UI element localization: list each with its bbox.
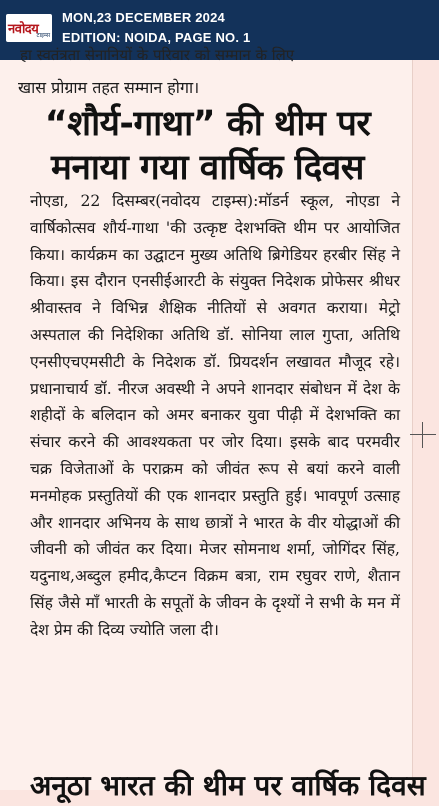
article-body — [30, 188, 400, 644]
edition-date: MON,23 DECEMBER 2024 — [62, 10, 225, 25]
newspaper-logo[interactable] — [6, 14, 52, 42]
previous-article-last-line: खास प्रोग्राम तहत सम्मान होगा। — [18, 78, 200, 97]
headline-line-2: मनाया गया वार्षिक दिवस — [51, 148, 364, 188]
headline-line-1: “शौर्य-गाथा” की थीम पर — [44, 104, 371, 144]
next-article-headline-cut: अनूठा भारत की थीम पर वार्षिक दिवस — [30, 769, 426, 802]
edition-page: EDITION: NOIDA, PAGE NO. 1 — [62, 30, 251, 45]
article-paragraph: नोएडा, 22 दिसम्बर(नवोदय टाइम्स):मॉडर्न स्कूल, नोएडा ने वार्षिकोत्सव शौर्य-गाथा 'की उत्कृष्ट देशभक्ति थीम पर आयोजित किया। कार्यक्रम का उद्घाटन मुख्य अतिथि ब्रिगेडियर हरबीर सिंह ने किया। इस दौरान एनसीईआरटी के संयुक्त निदेशक प्रोफेसर श्रीधर श्रीवास्तव ने विभिन्न शैक्षिक नीतियों से अवगत कराया। मेट्रो अस्पताल की निदेशिका अतिथि डॉ. सोनिया लाल गुप्ता, अतिथि एनसीएचएमसीटी के निदेशक डॉ. प्रियदर्शन लखावत मौजूद रहे। प्रधानाचार्य डॉ. नीरज अवस्थी ने अपने शानदार संबोधन में देश के शहीदों के बलिदान को अमर बनाकर युवा पीढ़ी में देशभक्ति का संचार करने की आवश्यकता पर जोर दिया। इसके बाद परमवीर चक्र विजेताओं के पराक्रम को जीवंत रूप से बयां करने वाली मनमोहक प्रस्तुतियों की एक शानदार प्रस्तुति हुई। भावपूर्ण उत्साह और शानदार अभिनय के साथ छात्रों ने भारत के वीर योद्धाओं की जीवनी को जीवंत कर दिया। मेजर सोमनाथ शर्मा, जोगिंदर सिंह, यदुनाथ,अब्दुल हमीद,कैप्टन विक्रम बत्रा, राम रघुवर राणे, शैतान सिंह जैसे माँ भारती के सपूतों के जीवन के दृश्यों ने सभी के मन में देश प्रेम की दिव्य ज्योति जला दी। — [30, 192, 400, 639]
logo-subtext: टाइम्स — [36, 32, 50, 39]
crosshair-cursor-icon — [410, 422, 436, 448]
logo-text: नवोदय — [8, 22, 39, 37]
previous-article-cut-line: हा स्वतंत्रता सेनानियों के परिवार को सम्मान के लिए — [20, 46, 295, 64]
